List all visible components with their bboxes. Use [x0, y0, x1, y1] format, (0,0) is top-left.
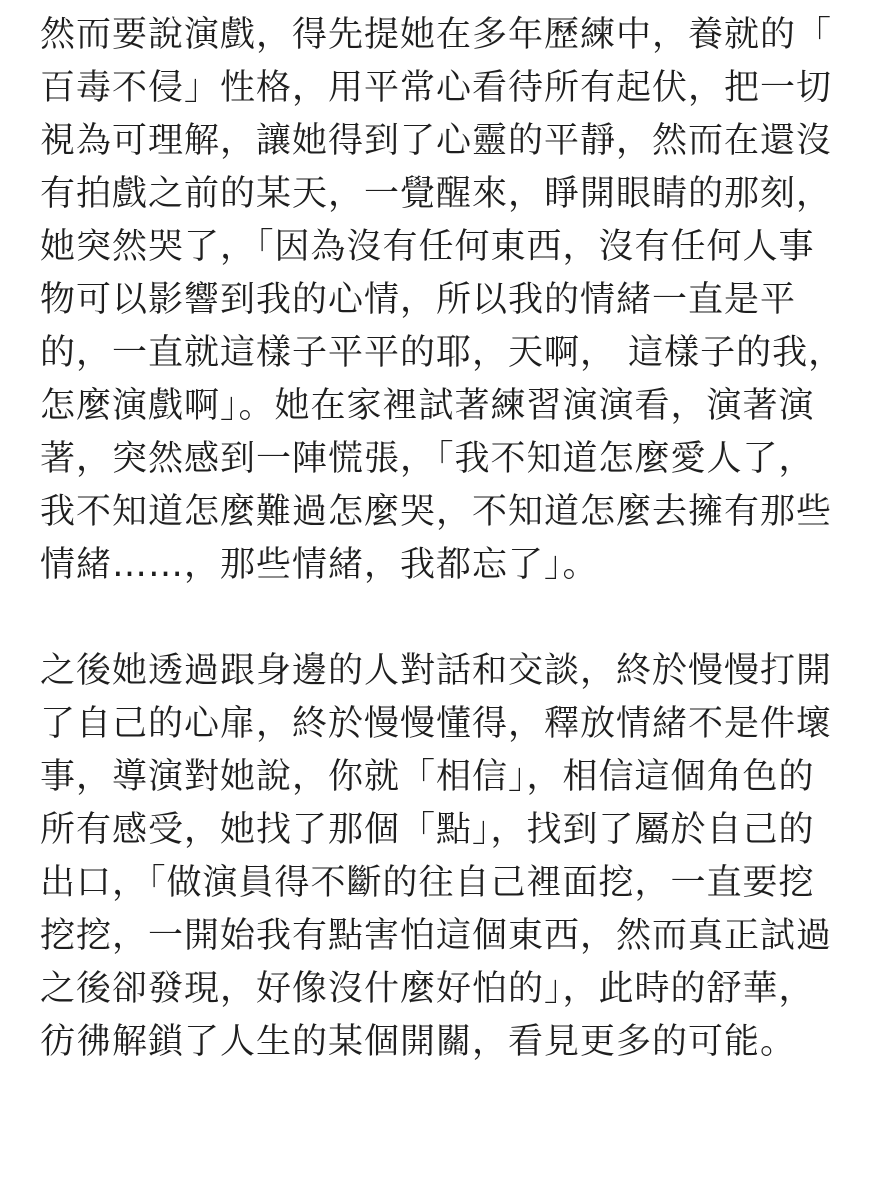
paragraph — [40, 0, 845, 592]
text-line: 她突然哭了，「因為沒有任何東西，沒有任何人事 — [40, 227, 815, 267]
text-line: 事，導演對她說，你就「相信」，相信這個角色的 — [40, 757, 815, 797]
text-line: 物可以影響到我的心情，所以我的情緒一直是平 — [40, 280, 797, 320]
text-line: 的，一直就這樣子平平的耶，天啊， 這樣子的我， — [40, 333, 845, 373]
text-line: 著，突然感到一陣慌張，「我不知道怎麼愛人了， — [40, 439, 815, 479]
text-line: 之後卻發現，好像沒什麼好怕的」，此時的舒華， — [40, 969, 815, 1009]
text-line: 挖挖，一開始我有點害怕這個東西，然而真正試過 — [40, 916, 833, 956]
text-line: 所有感受，她找了那個「點」，找到了屬於自己的 — [40, 810, 815, 850]
text-line: 出口，「做演員得不斷的往自己裡面挖，一直要挖 — [40, 863, 815, 903]
paragraph — [40, 592, 840, 1069]
text-line: 之後她透過跟身邊的人對話和交談，終於慢慢打開 — [40, 651, 833, 691]
text-line: 然而要說演戲，得先提她在多年歷練中，養就的「 — [40, 15, 833, 55]
text-line: 有拍戲之前的某天，一覺醒來，睜開眼睛的那刻， — [40, 174, 833, 214]
text-line: 怎麼演戲啊」。她在家裡試著練習演演看，演著演 — [40, 386, 815, 426]
text-line: 了自己的心扉，終於慢慢懂得，釋放情緒不是件壞 — [40, 704, 833, 744]
text-line: 百毒不侵」性格，用平常心看待所有起伏，把一切 — [40, 68, 833, 108]
text-line: 我不知道怎麼難過怎麼哭，不知道怎麼去擁有那些 — [40, 492, 833, 532]
text-line: 彷彿解鎖了人生的某個開關，看見更多的可能。 — [40, 1022, 797, 1062]
text-line: 情緒……，那些情緒，我都忘了」。 — [40, 545, 599, 585]
article-body — [40, 0, 845, 1069]
text-line: 視為可理解，讓她得到了心靈的平靜，然而在還沒 — [40, 121, 833, 161]
